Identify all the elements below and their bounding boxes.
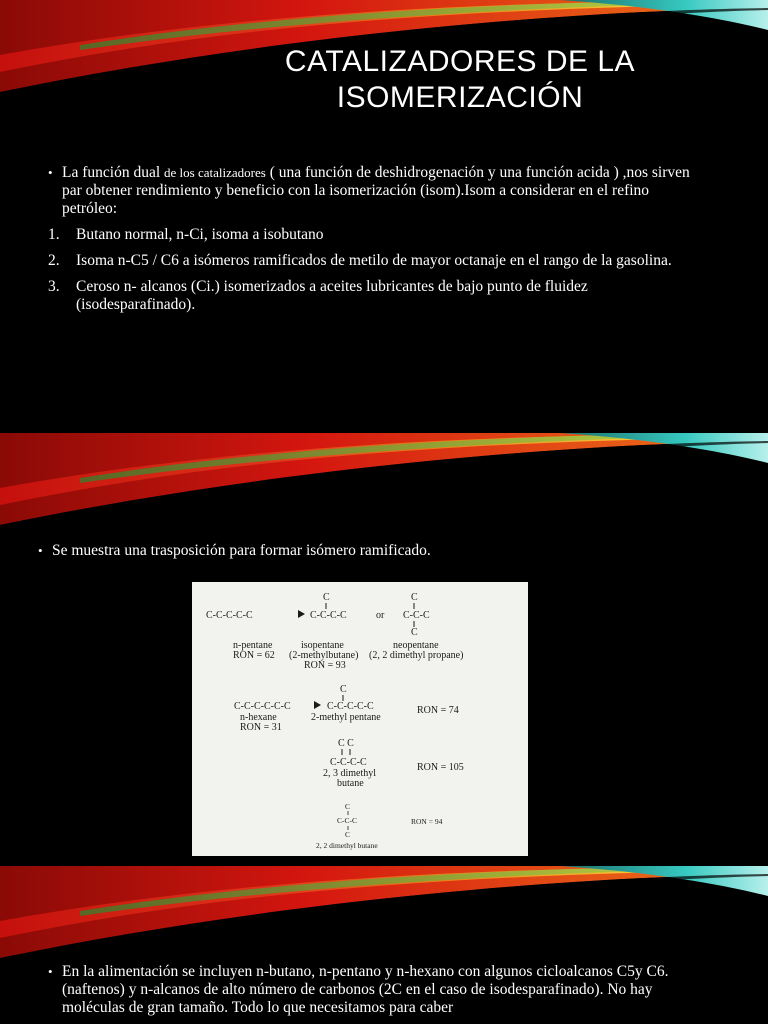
- branch-cc: C C: [338, 738, 354, 749]
- or-label: or: [376, 610, 385, 621]
- branch-c: C: [411, 627, 418, 638]
- slide-1-body: [48, 164, 708, 314]
- bullet-dot: •: [48, 964, 53, 979]
- bullet-item: [48, 164, 708, 218]
- ron-label: RON = 62: [233, 650, 275, 661]
- item-text: Butano normal, n-Ci, isoma a isobutano: [76, 226, 324, 243]
- slide-1: [0, 0, 768, 432]
- slide-2: [0, 433, 768, 865]
- arrow-icon: [314, 701, 321, 709]
- header-swoosh-graphic: [0, 433, 768, 533]
- dimethyl-22-butane-label: 2, 2 dimethyl butane: [316, 841, 378, 850]
- dimethylbutane-chain: C-C-C-C: [330, 757, 367, 768]
- branch-c: C: [340, 684, 347, 695]
- bullet-text: En la alimentación se incluyen n-butano, n-pentano y n-hexano con algunos cicloalcanos C5y C6. (naftenos) y n-alcanos de alto número de carbonos (2C en el caso de isodesparafinado). No hay moléculas de gran tamaño. Todo lo que necesitamos para caber: [62, 963, 669, 1016]
- slide-2-body: [38, 542, 728, 560]
- branch-c: C: [323, 592, 330, 603]
- item-number: 1.: [48, 226, 60, 243]
- item-number: 3.: [48, 278, 60, 295]
- branch-c: C: [345, 830, 351, 839]
- ccc-chain: C-C-C: [337, 816, 358, 825]
- ron-label: RON = 74: [417, 705, 459, 716]
- neopentane-chain: C-C-C: [403, 610, 430, 621]
- branch-c: C: [345, 802, 351, 811]
- bullet-text: [62, 164, 708, 218]
- methyl-pentane-label: 2-methyl pentane: [311, 712, 381, 723]
- bullet-dot: •: [48, 165, 53, 180]
- header-swoosh-graphic: [0, 866, 768, 966]
- bullet-text-part-1: La función dual: [62, 164, 165, 181]
- numbered-item-2: [48, 252, 708, 270]
- item-text: Ceroso n- alcanos (Ci.) isomerizados a aceites lubricantes de bajo punto de fluidez (isodesparafinado).: [76, 278, 588, 313]
- slide-3-body: [48, 963, 708, 1017]
- slide-title: [230, 44, 690, 116]
- n-hexane-label: n-hexane: [240, 712, 277, 723]
- butane-label: butane: [337, 778, 364, 789]
- branch-c: C: [411, 592, 418, 603]
- hexane-chain: C-C-C-C-C-C: [234, 701, 291, 712]
- methylpentane-chain: C-C-C-C-C: [327, 701, 374, 712]
- bullet-text-part-2: de los catalizadores: [164, 165, 266, 180]
- n-pentane-label: n-pentane: [233, 640, 273, 651]
- ron-label: RON = 93: [304, 660, 346, 671]
- methylbutane-label: (2-methylbutane): [289, 650, 359, 661]
- title-line-2: ISOMERIZACIÓN: [336, 81, 584, 114]
- bullet-item: [48, 963, 708, 1017]
- isomer-diagram: [192, 582, 528, 856]
- ron-label: RON = 31: [240, 722, 282, 733]
- isopentane-chain: C-C-C-C: [310, 610, 347, 621]
- dimethyl-23-label: 2, 3 dimethyl: [323, 768, 377, 779]
- isomer-figure: [192, 582, 528, 856]
- arrow-icon: [298, 610, 305, 618]
- bullet-text: Se muestra una trasposición para formar isómero ramificado.: [52, 542, 431, 559]
- item-text: Isoma n-C5 / C6 a isómeros ramificados de metilo de mayor octanaje en el rango de la gasolina.: [76, 252, 672, 269]
- numbered-item-3: [48, 278, 708, 314]
- dimethyl-propane-label: (2, 2 dimethyl propane): [369, 650, 464, 661]
- ron-label: RON = 94: [411, 817, 443, 826]
- isopentane-label: isopentane: [301, 640, 344, 651]
- slide-3: [0, 866, 768, 1024]
- bullet-dot: •: [38, 543, 43, 558]
- pentane-chain: C-C-C-C-C: [206, 610, 253, 621]
- neopentane-label: neopentane: [393, 640, 439, 651]
- title-line-1: CATALIZADORES DE LA: [284, 45, 636, 78]
- ron-label: RON = 105: [417, 762, 464, 773]
- item-number: 2.: [48, 252, 60, 269]
- bullet-text-part-3: ( una función de deshidrogenación y una función acida ) ,nos sirven par obtener rendimiento y beneficio con la isomerización (isom).Isom a considerar en el refino petróleo:: [62, 164, 690, 217]
- numbered-item-1: [48, 226, 708, 244]
- bullet-item: [38, 542, 728, 560]
